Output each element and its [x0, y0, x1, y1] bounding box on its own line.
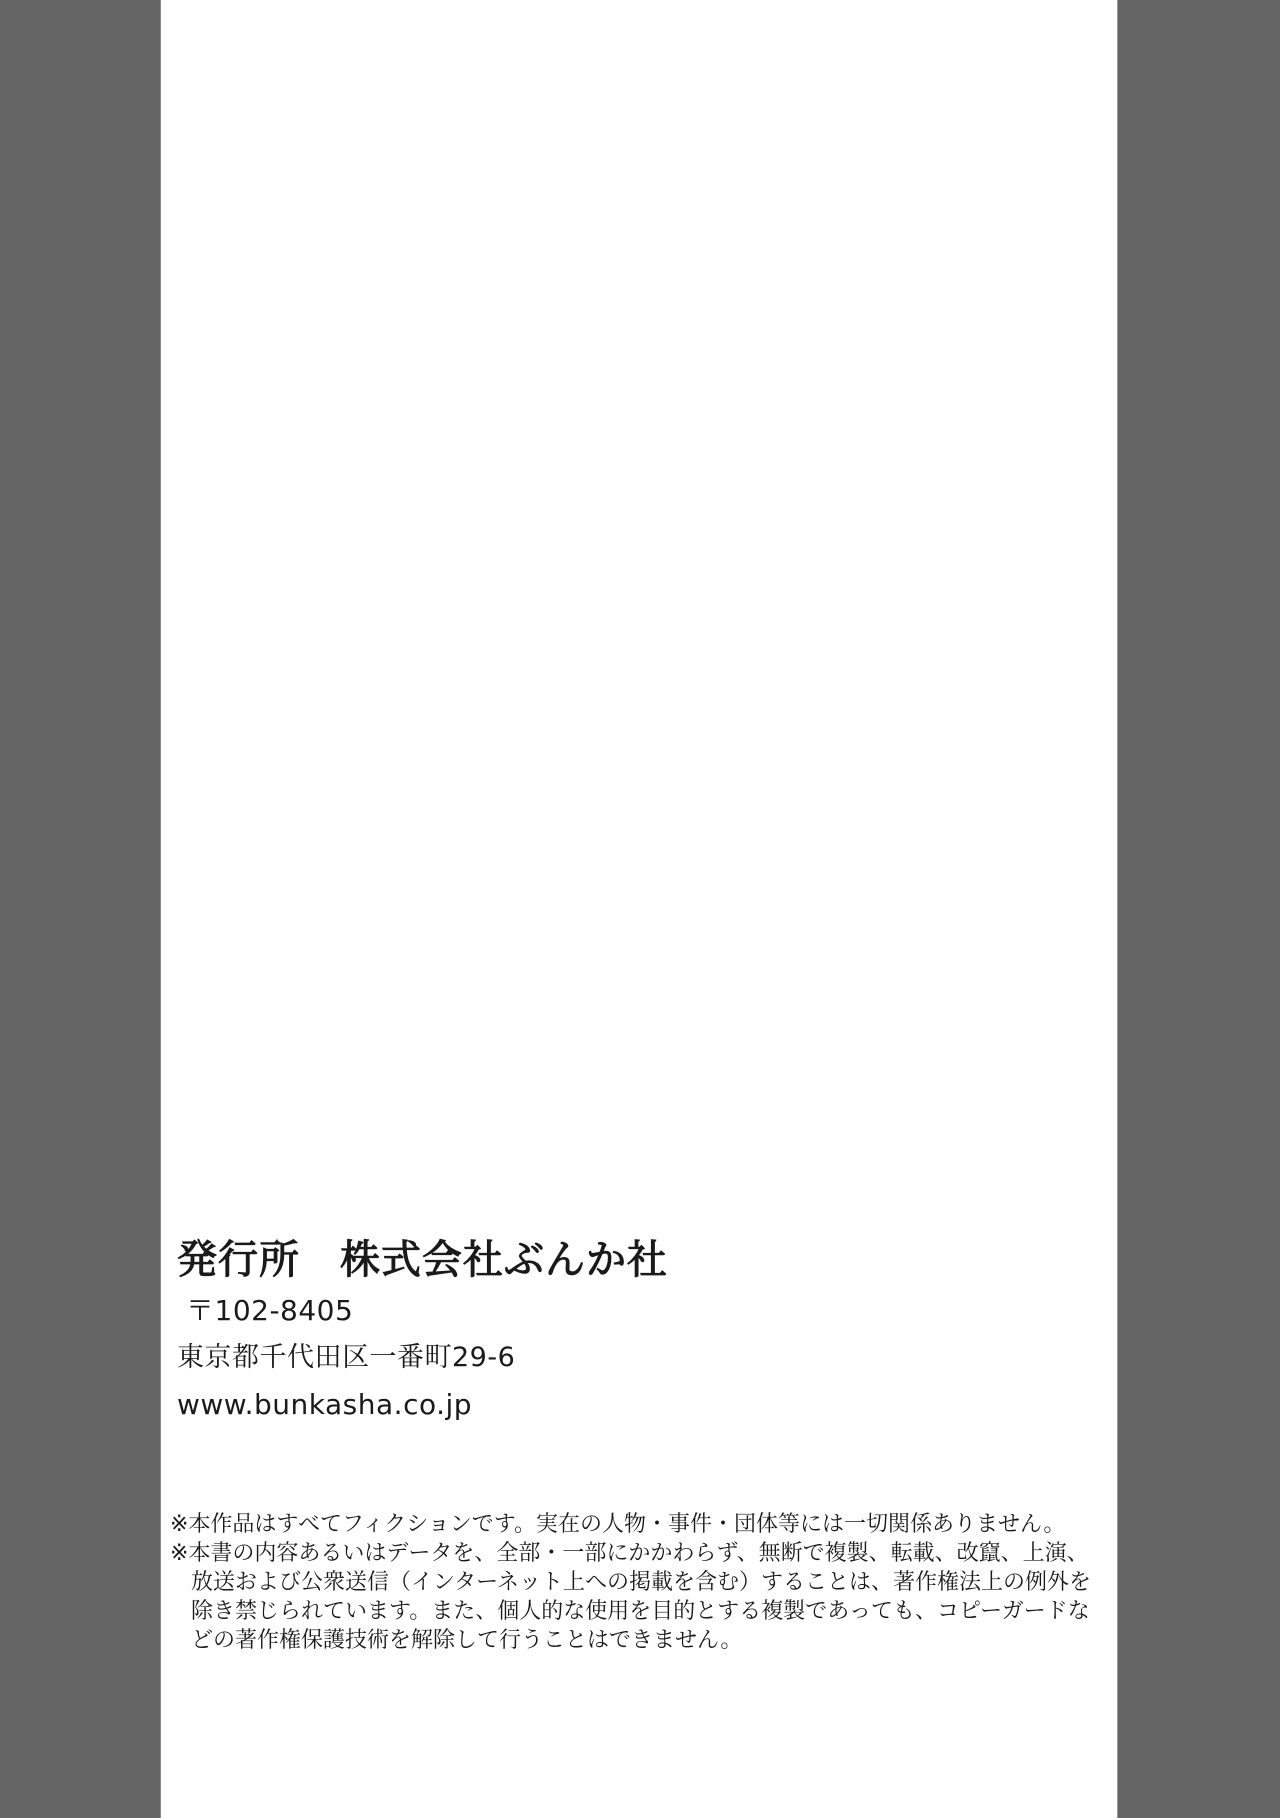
street-address: 東京都千代田区一番町29-6: [177, 1342, 516, 1373]
publisher-website: www.bunkasha.co.jp: [177, 1388, 473, 1421]
notice-copyright-line-3: 除き禁じられています。また、個人的な使用を目的とする複製であっても、コピーガードな: [191, 1599, 1090, 1624]
notice-fiction-disclaimer: ※本作品はすべてフィクションです。実在の人物・事件・団体等には一切関係ありません。: [170, 1512, 1066, 1537]
publisher-line: [177, 1236, 668, 1284]
publisher-block: [177, 1236, 668, 1428]
legal-notices: [170, 1510, 1110, 1655]
colophon-page: [160, 0, 1118, 1818]
publisher-label: 発行所: [177, 1237, 300, 1283]
postal-code: 〒102-8405: [186, 1294, 354, 1327]
publisher-name: 株式会社ぶんか社: [340, 1237, 668, 1283]
notice-copyright-line-4: どの著作権保護技術を解除して行うことはできません。: [191, 1628, 743, 1653]
publisher-address: [177, 1287, 668, 1428]
notice-copyright-line-1: ※本書の内容あるいはデータを、全部・一部にかかわらず、無断で複製、転載、改竄、上演、: [170, 1541, 1089, 1566]
notice-copyright-line-2: 放送および公衆送信（インターネット上への掲載を含む）することは、著作権法上の例外を: [191, 1570, 1092, 1595]
